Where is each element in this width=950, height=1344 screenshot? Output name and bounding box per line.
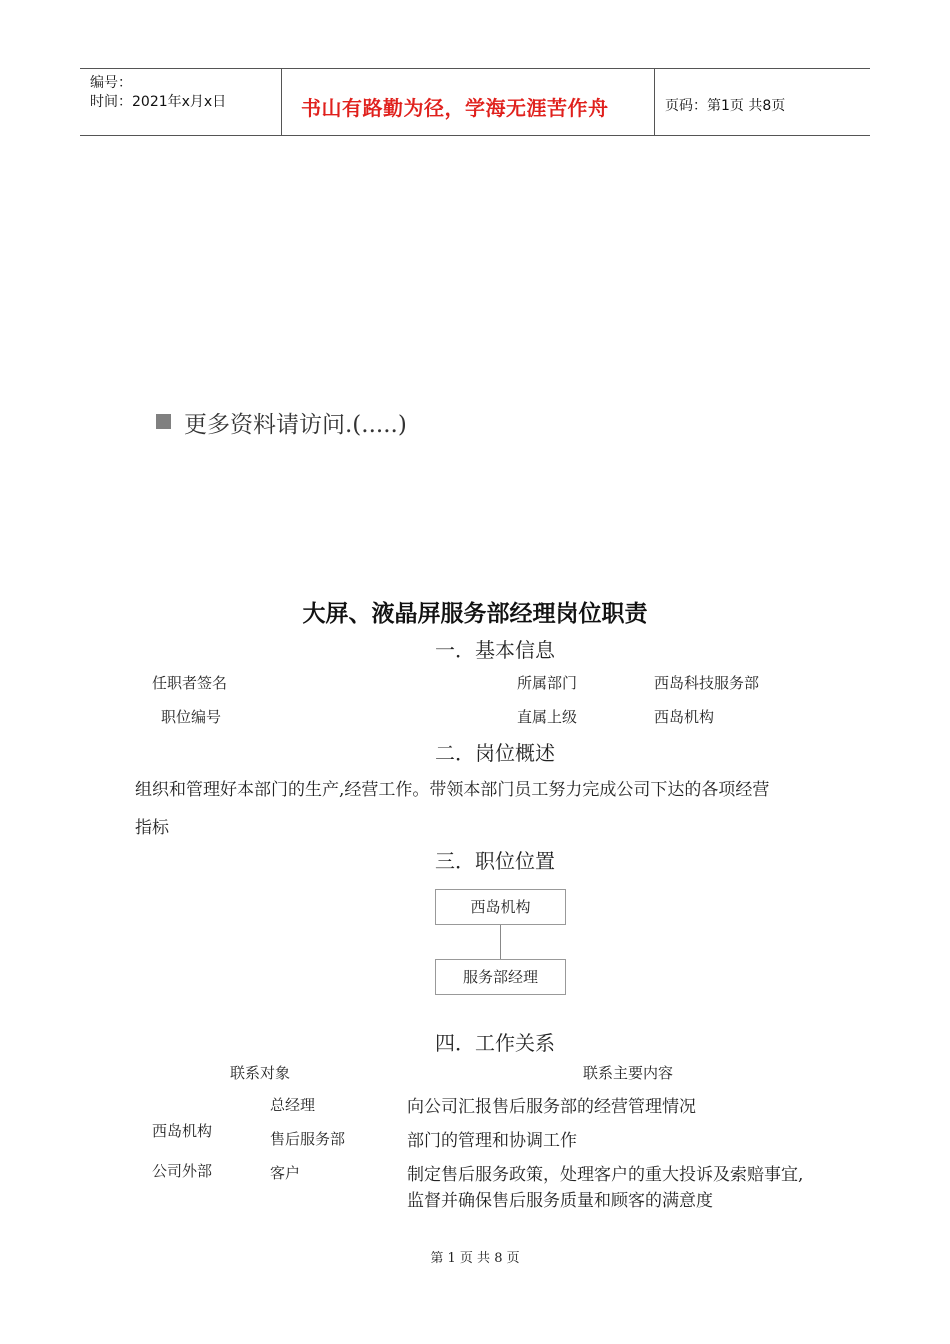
signer-label: 任职者签名 xyxy=(152,674,228,692)
header-number-label: 编号： xyxy=(90,75,132,91)
header-page-label: 页码：第1页 共8页 xyxy=(665,98,786,114)
position-number-label: 职位编号 xyxy=(161,708,222,726)
header-divider-right xyxy=(654,68,655,136)
superior-label: 直属上级 xyxy=(517,708,578,726)
org-box-top: 西岛机构 xyxy=(435,889,566,925)
header-divider-left xyxy=(281,68,282,136)
relation-object-1: 总经理 xyxy=(270,1096,316,1114)
relation-object-3: 客户 xyxy=(270,1164,301,1182)
org-box-bottom: 服务部经理 xyxy=(435,959,566,995)
org-connector-line xyxy=(500,925,501,959)
header-top-rule xyxy=(80,68,870,69)
relation-content-3: 制定售后服务政策，处理客户的重大投诉及索赔事宜, xyxy=(407,1165,804,1185)
superior-value: 西岛机构 xyxy=(654,708,715,726)
header-time-label: 时间：2021年x月x日 xyxy=(90,94,227,110)
more-info-text: 更多资料请访问.(.....) xyxy=(184,412,407,438)
relation-content-1: 向公司汇报售后服务部的经营管理情况 xyxy=(407,1097,696,1117)
header-bottom-rule xyxy=(80,135,870,136)
relation-content-3-line-2: 监督并确保售后服务质量和顾客的满意度 xyxy=(407,1191,713,1211)
department-label: 所属部门 xyxy=(517,674,578,692)
section-heading-relations: 四．工作关系 xyxy=(435,1031,555,1055)
column-header-object: 联系对象 xyxy=(230,1064,291,1082)
overview-line-2: 指标 xyxy=(135,818,169,838)
page-footer: 第 1 页 共 8 页 xyxy=(430,1251,520,1266)
relation-content-2: 部门的管理和协调工作 xyxy=(407,1131,577,1151)
header-motto: 书山有路勤为径，学海无涯苦作舟 xyxy=(301,96,609,120)
overview-line-1: 组织和管理好本部门的生产,经营工作。带领本部门员工努力完成公司下达的各项经营 xyxy=(135,780,770,800)
column-header-content: 联系主要内容 xyxy=(583,1064,674,1082)
group-label-internal: 西岛机构 xyxy=(152,1122,213,1140)
section-heading-overview: 二．岗位概述 xyxy=(435,741,555,765)
section-heading-position: 三．职位位置 xyxy=(435,849,555,873)
document-title: 大屏、液晶屏服务部经理岗位职责 xyxy=(302,600,648,627)
group-label-external: 公司外部 xyxy=(152,1162,213,1180)
relation-object-2: 售后服务部 xyxy=(270,1130,346,1148)
square-bullet-icon xyxy=(156,414,171,429)
department-value: 西岛科技服务部 xyxy=(654,674,760,692)
section-heading-basic-info: 一．基本信息 xyxy=(435,638,555,662)
